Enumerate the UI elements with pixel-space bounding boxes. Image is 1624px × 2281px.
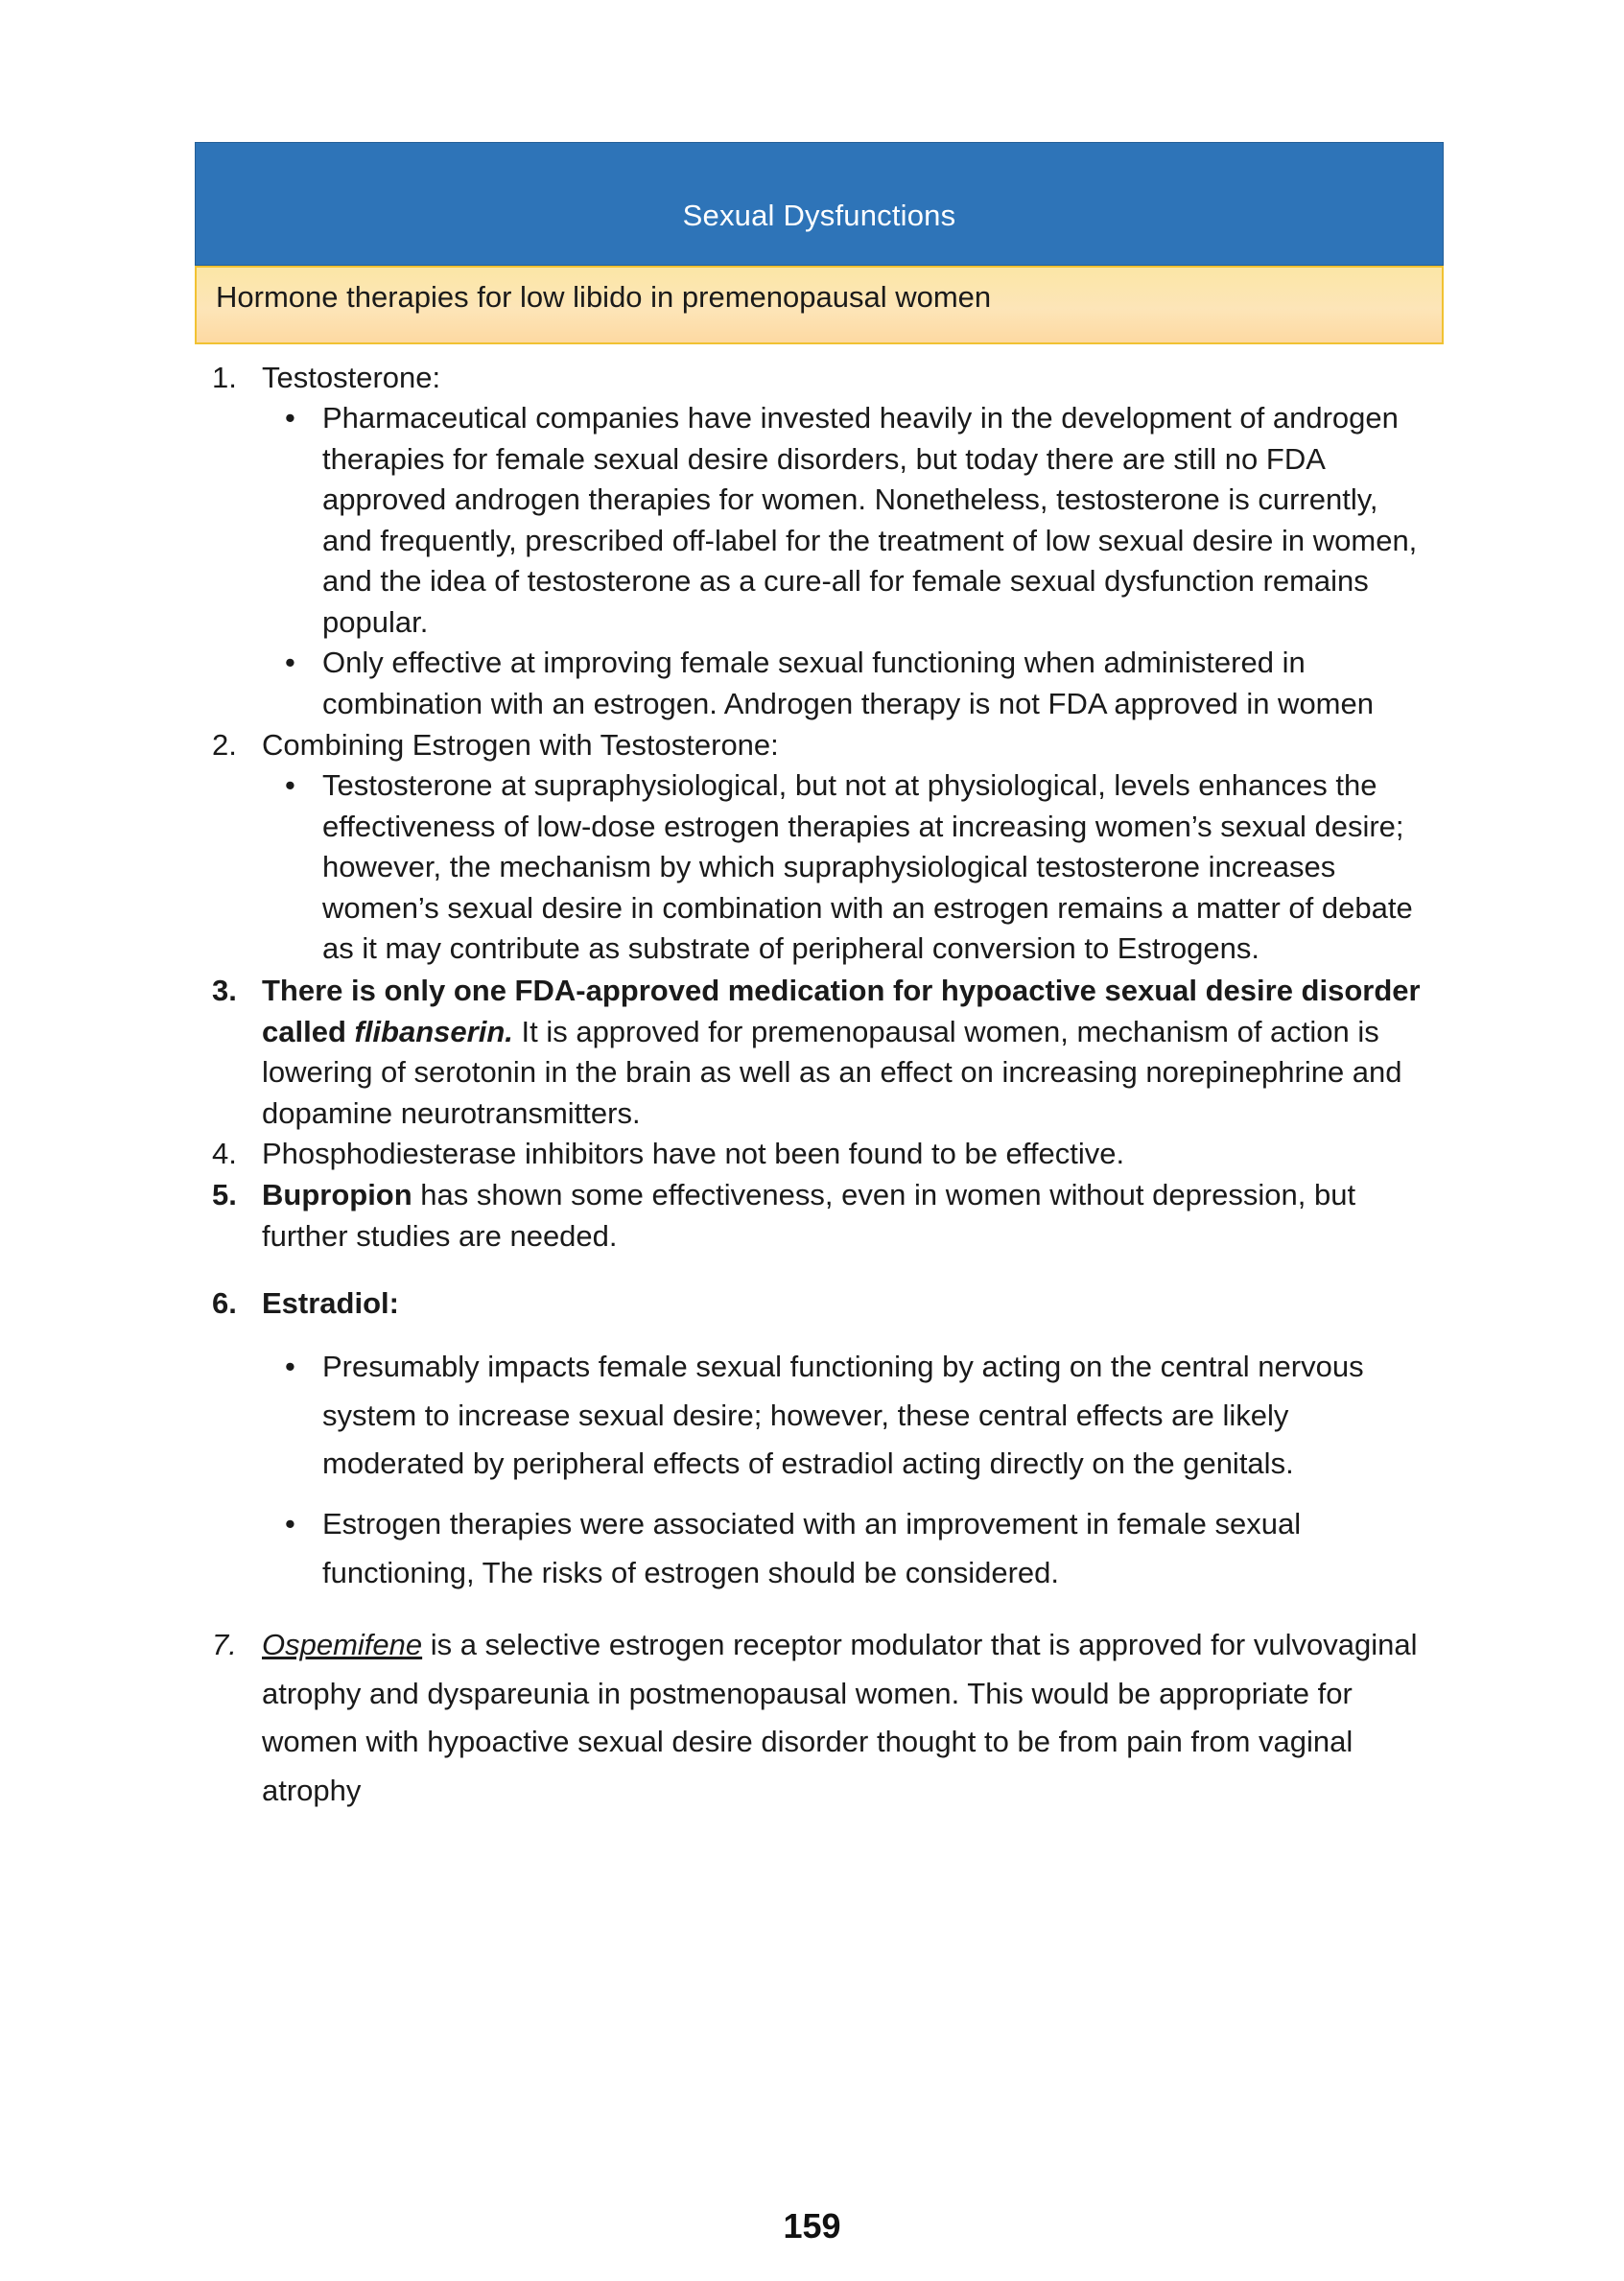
bullet-text: Presumably impacts female sexual functioning by acting on the central nervous system to increase sexual desire; however, these central effects are likely moderated by peripheral effects of estradiol acting directly on the genitals. (322, 1350, 1364, 1480)
subsection-title: Hormone therapies for low libido in premenopausal women (216, 280, 992, 314)
bullet-icon: • (285, 1350, 295, 1383)
section-header (195, 142, 1444, 266)
list-number: 1. (212, 361, 237, 394)
bullet-icon: • (285, 768, 295, 802)
list-item-text (262, 1175, 1442, 1257)
bullet-text: Only effective at improving female sexual functioning when administered in combination with an estrogen. Androgen therapy is not FDA approved in women (322, 646, 1374, 720)
bullet-text: Pharmaceutical companies have invested heavily in the development of androgen therapies for female sexual desire disorders, but today there are still no FDA approved androgen therapies for women. Nonetheless, testosterone is currently, and frequently, prescribed off-label for the treatment of low sexual desire in women, and the idea of testosterone as a cure-all for female sexual dysfunction remains popular. (322, 401, 1418, 639)
bullet-icon: • (285, 646, 295, 679)
drug-name: flibanserin. (354, 1014, 513, 1048)
list-item-text (262, 971, 1442, 1134)
list-number: 3. (212, 974, 237, 1007)
list-item-label: Testosterone: (262, 361, 441, 394)
list-number: 6. (212, 1286, 237, 1320)
drug-name: Bupropion (262, 1178, 412, 1211)
list-number: 7. (212, 1628, 237, 1661)
drug-name: Ospemifene (262, 1628, 423, 1661)
list-number: 2. (212, 728, 237, 762)
list-item-label: Estradiol: (262, 1286, 399, 1320)
bullet-text: Estrogen therapies were associated with an improvement in female sexual functioning, The risks of estrogen should be considered. (322, 1507, 1302, 1589)
emphasis-text: There is only one FDA-approved medication for hypoactive sexual desire disorder called (262, 974, 1421, 1048)
list-item-label: Combining Estrogen with Testosterone: (262, 728, 779, 762)
item-text: has shown some effectiveness, even in women without depression, but further studies are needed. (262, 1178, 1356, 1253)
bullet-icon: • (285, 1507, 295, 1540)
list-item-text (262, 1621, 1442, 1815)
item-text: is a selective estrogen receptor modulator that is approved for vulvovaginal atrophy and dyspareunia in postmenopausal women. This would be appropriate for women with hypoactive sexual desire disorder thought to be from pain from vaginal atrophy (262, 1628, 1418, 1807)
list-number: 5. (212, 1178, 237, 1211)
list-number: 4. (212, 1137, 237, 1170)
item-text: It is approved for premenopausal women, mechanism of action is lowering of serotonin in the brain as well as an effect on increasing norepinephrine and dopamine neurotransmitters. (262, 1014, 1402, 1130)
list-item-text: Phosphodiesterase inhibitors have not been found to be effective. (262, 1137, 1125, 1170)
subsection-header (195, 266, 1444, 344)
bullet-text: Testosterone at supraphysiological, but not at physiological, levels enhances the effectiveness of low-dose estrogen therapies at increasing women’s sexual desire; however, the mechanism by which supraphysiological testosterone increases women’s sexual desire in combination with an estrogen remains a matter of debate as it may contribute as substrate of peripheral conversion to Estrogens. (322, 768, 1413, 966)
page-number: 159 (783, 2206, 841, 2246)
section-title: Sexual Dysfunctions (682, 199, 956, 232)
bullet-icon: • (285, 401, 295, 435)
